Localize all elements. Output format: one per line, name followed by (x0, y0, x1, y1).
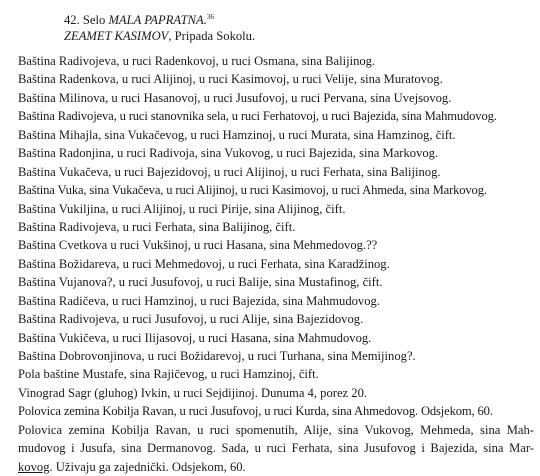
entry-line: Pola baštine Mustafe, sina Rajičevog, u ruci Hamzinoj, čift. (18, 367, 319, 382)
zeamet-owner: , Pripada Sokolu. (168, 29, 256, 43)
entry-line: Baština Radivojeva, u ruci Radenkovoj, u ruci Osmana, sina Balijinog. (18, 54, 376, 68)
village-header (64, 9, 255, 44)
village-name: MALA PAPRATNA. (108, 13, 207, 27)
entry-line: Baština Radivojeva, u ruci Jusufovoj, u ruci Alije, sina Bajezidovog. (18, 312, 364, 327)
entry-line: Baština Dobrovonjinova, u ruci Božidarevoj, u ruci Turhana, sina Memijinog?. (18, 349, 416, 363)
entries-list (18, 52, 534, 476)
entry-line: Baština Vuka, sina Vukačeva, u ruci Alijinoj, u ruci Kasimovoj, u ruci Ahmeda, sina Markovog. (18, 183, 487, 198)
entry-line: Baština Vukičeva, u ruci Ilijasovoj, u ruci Hasana, sina Mahmudovog. (18, 330, 372, 345)
entry-line: Baština Vukiljina, u ruci Alijinoj, u ruci Pirije, sina Alijinog, čift. (18, 201, 346, 216)
zeamet-name: ZEAMET KASIMOV (64, 29, 169, 43)
entry-line: Polovica zemina Kobilja Ravan, u ruci Jusufovoj, u ruci Kurda, sina Ahmedovog. Odsjekom, 60. (18, 404, 493, 419)
entry-line: Baština Radonjina, u ruci Radivoja, sina Vukovog, u ruci Bajezida, sina Markovog. (18, 146, 439, 161)
entry-line: Baština Cvetkova u ruci Vukšinoj, u ruci Hasana, sina Mehmedovog.?? (18, 238, 378, 253)
village-number: 42. Selo (64, 13, 109, 27)
entry-line: Baština Vujanova?, u ruci Jusufovoj, u ruci Balije, sina Mustafinog, čift. (18, 275, 383, 290)
entry-line-last (18, 458, 534, 476)
entry-line: Vinograd Sagr (gluhog) Ivkin, u ruci Sejdijinoj. Dunuma 4, porez 20. (18, 385, 368, 400)
entry-line: Baština Božidareva, u ruci Mehmedovoj, u ruci Ferhata, sina Karadžinog. (18, 256, 390, 271)
village-title-line (64, 9, 255, 28)
footnote-marker: 36 (206, 13, 214, 21)
entry-line: Baština Radenkova, u ruci Alijinoj, u ruci Kasimovoj, u ruci Velije, sina Muratovog. (18, 72, 443, 87)
entry-line: Polovica zemina Kobilja Ravan, u ruci spomenutih, Alije, sina Vukovog, Mehmeda, sina Mah- (18, 422, 534, 437)
zeamet-line (64, 28, 255, 44)
entry-line: Baština Radivojeva, u ruci stanovnika sela, u ruci Ferhatovoj, u ruci Bajezida, sina Mahmudovog. (18, 109, 497, 124)
entry-line: Baština Radičeva, u ruci Hamzinoj, u ruci Bajezida, sina Mahmudovog. (18, 293, 380, 308)
entry-line: Baština Milinova, u ruci Hasanovoj, u ruci Jusufovoj, u ruci Pervana, sina Uvejsovog. (18, 90, 452, 105)
underlined-word: kovog (18, 459, 50, 474)
last-line-rest: . Uživaju ga zajednički. Odsjekom, 60. (49, 459, 246, 474)
entry-line: Baština Radivojeva, u ruci Ferhata, sina Balijinog, čift. (18, 219, 296, 234)
entry-line: Baština Mihajla, sina Vukačevog, u ruci Hamzinoj, u ruci Murata, sina Hamzinog, čift. (18, 127, 456, 142)
entry-line: Baština Vukačeva, u ruci Bajezidovoj, u ruci Alijinoj, u ruci Ferhata, sina Balijinog. (18, 164, 441, 179)
entry-line: mudovog i Jusufa, sina Dermanovog. Sada, u ruci Ferhata, sina Jusufovog i Bajezida, sina Mar- (18, 441, 534, 456)
